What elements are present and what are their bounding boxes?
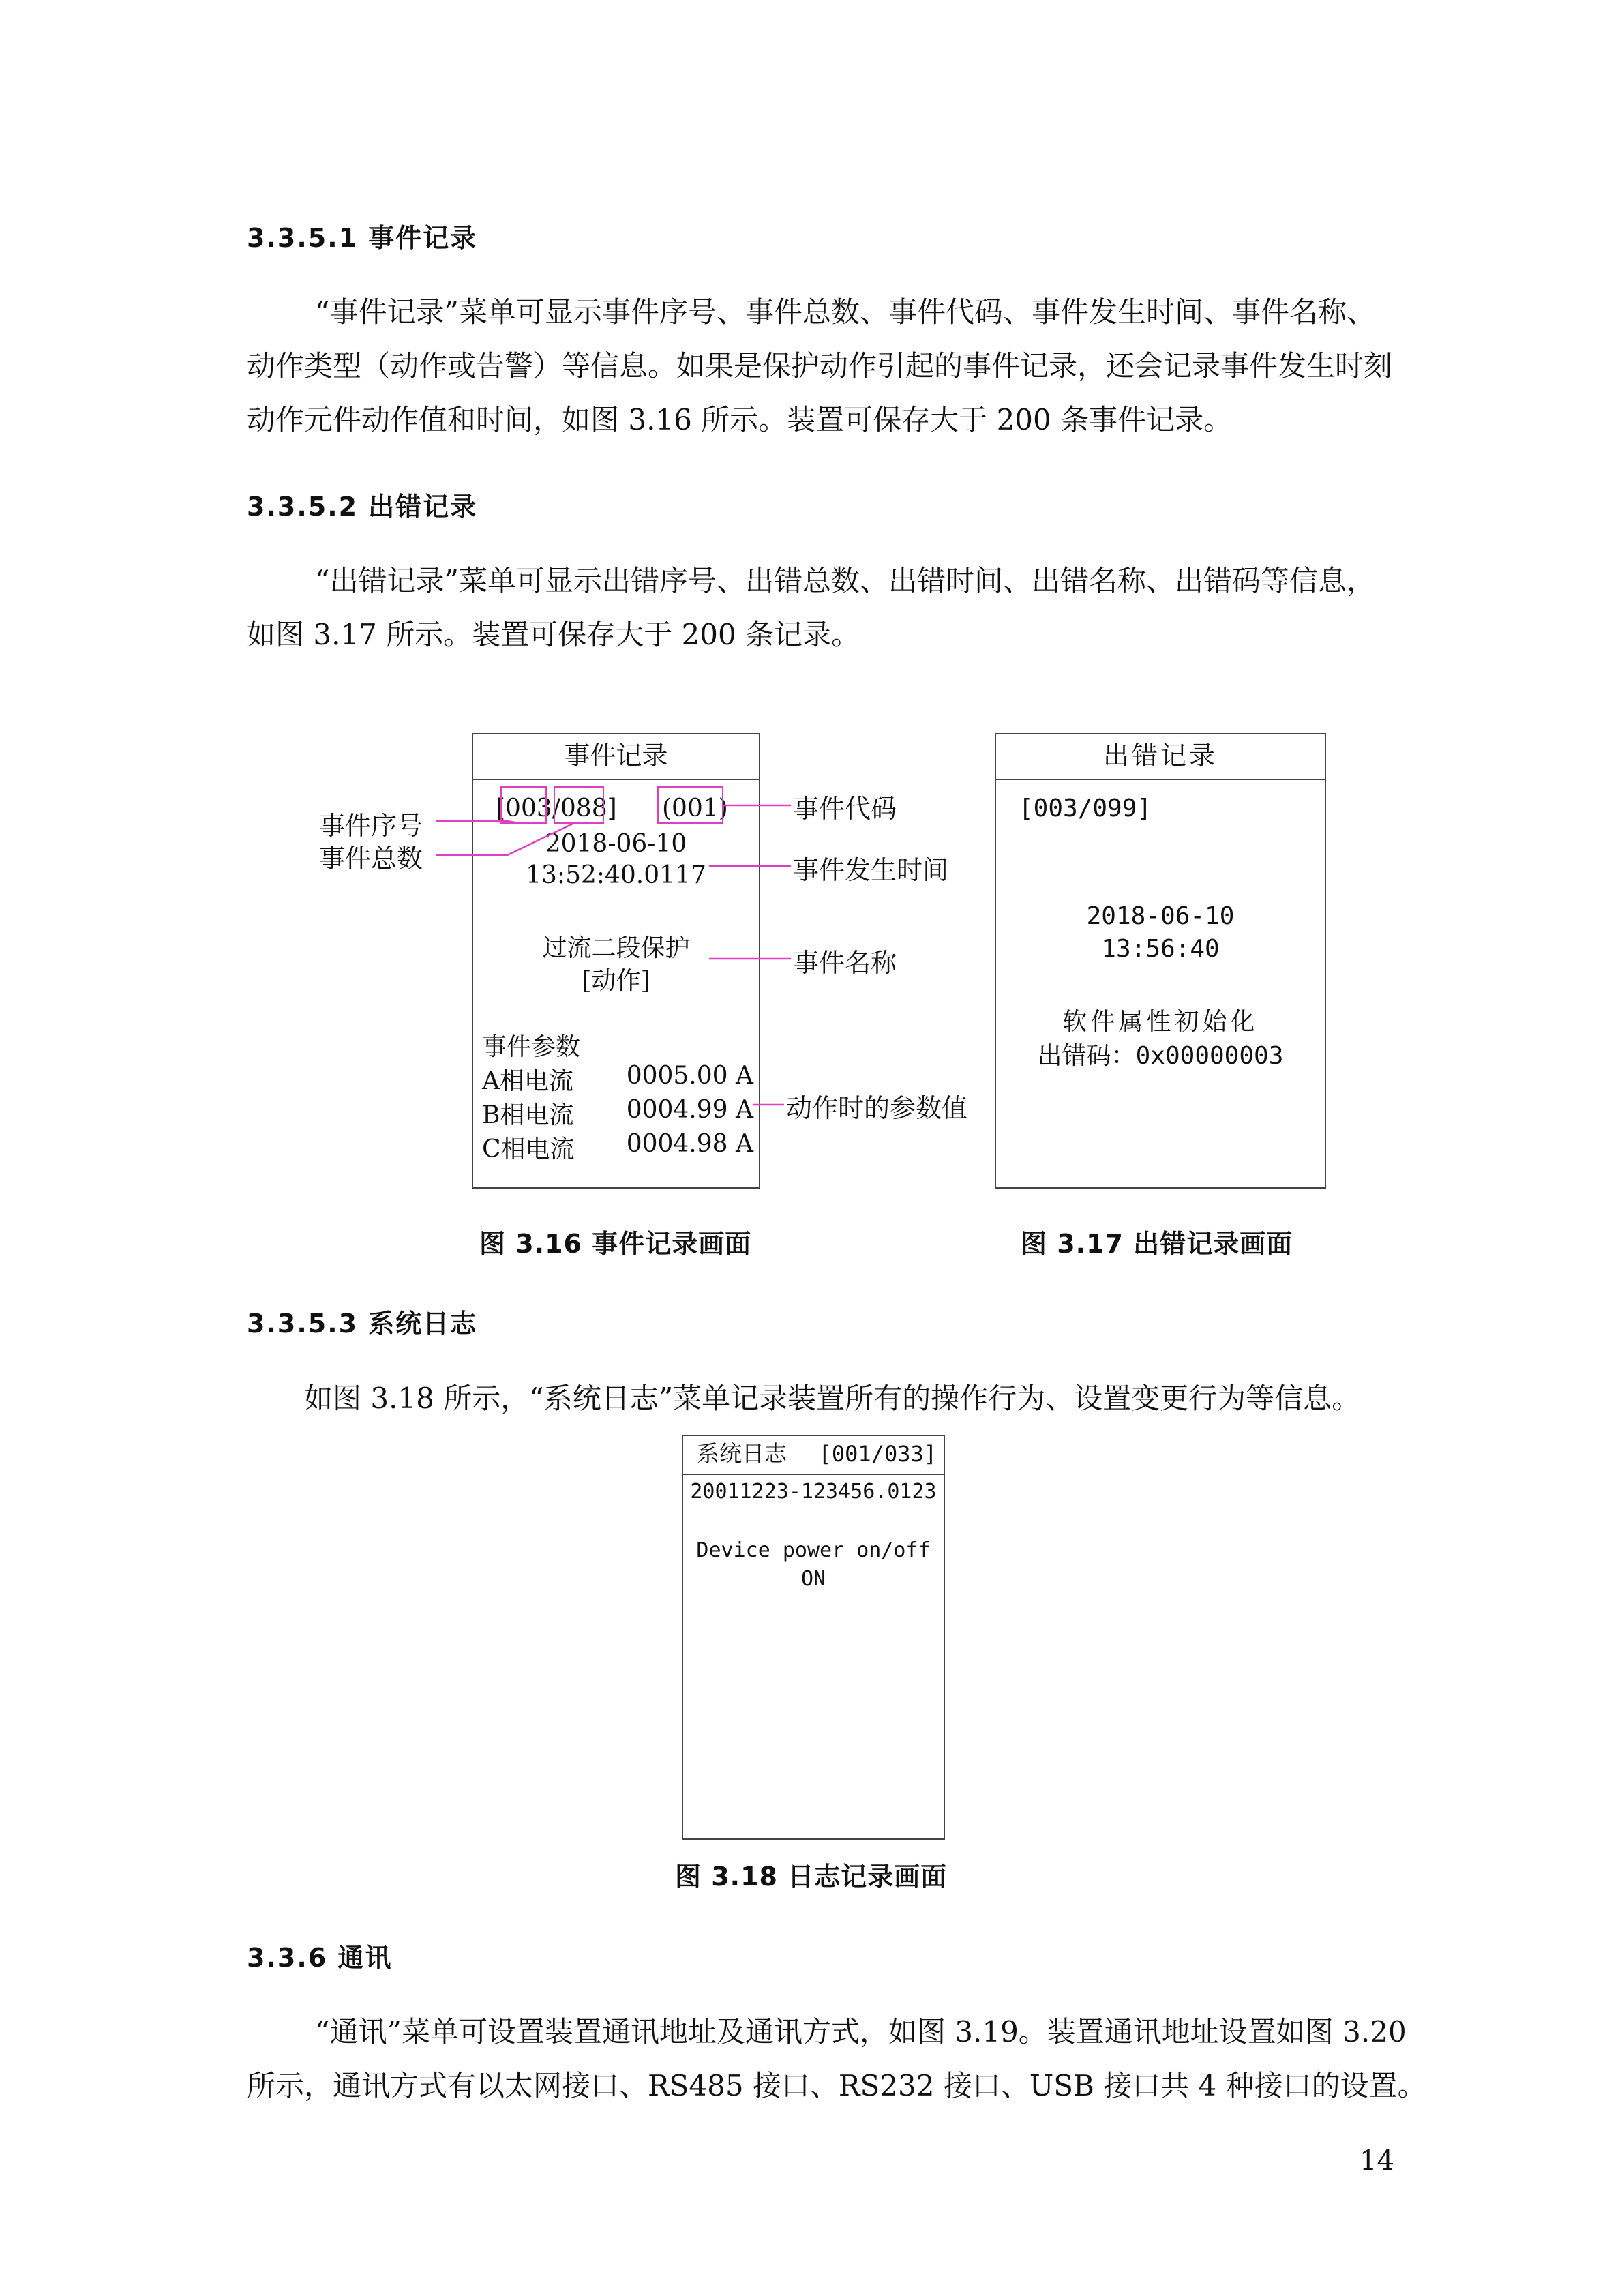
paragraph-line: 如图 3.17 所示。装置可保存大于 200 条记录。 <box>247 618 860 651</box>
error-time: 13:56:40 <box>1101 935 1220 963</box>
annotation-code: 事件代码 <box>793 794 897 824</box>
param-value: 0004.98 A <box>626 1130 753 1158</box>
paragraph-336 <box>247 2005 1426 2113</box>
error-name: 软件属性初始化 <box>1062 1008 1259 1036</box>
event-seq: [003/088] <box>496 794 617 822</box>
annotation-total: 事件总数 <box>319 844 423 874</box>
event-code: (001) <box>662 794 728 822</box>
screen-title: 事件记录 <box>473 734 759 780</box>
section-heading-3351: 3.3.5.1 事件记录 <box>247 223 478 253</box>
error-date: 2018-06-10 <box>1086 902 1235 930</box>
paragraph-3353 <box>247 1371 1392 1425</box>
event-time: 13:52:40.0117 <box>526 861 706 889</box>
event-date: 2018-06-10 <box>545 830 687 858</box>
param-name: B相电流 <box>482 1101 574 1129</box>
param-name: A相电流 <box>482 1067 573 1095</box>
event-name: 过流二段保护 <box>542 934 690 962</box>
param-value: 0004.99 A <box>626 1096 753 1124</box>
event-action: [动作] <box>582 967 650 995</box>
screen-title: 系统日志 <box>697 1440 787 1467</box>
paragraph-line: 所示，通讯方式有以太网接口、RS485 接口、RS232 接口、USB 接口共 4 种接口的设置。 <box>247 2069 1426 2102</box>
section-heading-3353: 3.3.5.3 系统日志 <box>247 1309 478 1339</box>
paragraph-line: “通讯”菜单可设置装置通讯地址及通讯方式，如图 3.19。装置通讯地址设置如图 3.20 <box>315 2015 1407 2048</box>
paragraph-line: “事件记录”菜单可显示事件序号、事件总数、事件代码、事件发生时间、事件名称、 <box>315 295 1375 329</box>
log-state: ON <box>800 1567 826 1591</box>
system-log-screen <box>682 1435 945 1840</box>
error-record-screen <box>995 733 1326 1189</box>
section-heading-336: 3.3.6 通讯 <box>247 1943 393 1973</box>
error-code: 出错码：0x00000003 <box>1037 1042 1284 1070</box>
screen-title: 出错记录 <box>996 734 1325 780</box>
error-seq: [003/099] <box>1019 794 1152 822</box>
annotation-time: 事件发生时间 <box>793 855 949 885</box>
log-seq: [001/033] <box>818 1441 937 1467</box>
figure-caption-318: 图 3.18 日志记录画面 <box>675 1862 948 1892</box>
screen-title-bar <box>683 1436 944 1475</box>
param-value: 0005.00 A <box>626 1062 753 1090</box>
paragraph-line: “出错记录”菜单可显示出错序号、出错总数、出错时间、出错名称、出错码等信息， <box>315 564 1375 597</box>
figure-caption-317: 图 3.17 出错记录画面 <box>1021 1229 1293 1259</box>
annotation-name: 事件名称 <box>793 948 897 978</box>
log-timestamp: 20011223-123456.0123 <box>690 1480 937 1504</box>
figure-caption-316: 图 3.16 事件记录画面 <box>479 1229 752 1259</box>
param-name: C相电流 <box>482 1135 575 1163</box>
annotation-params: 动作时的参数值 <box>786 1093 968 1123</box>
log-event: Device power on/off <box>696 1538 931 1562</box>
paragraph-line: 动作元件动作值和时间，如图 3.16 所示。装置可保存大于 200 条事件记录。 <box>247 403 1233 436</box>
paragraph-line: 如图 3.18 所示，“系统日志”菜单记录装置所有的操作行为、设置变更行为等信息。 <box>304 1382 1361 1415</box>
section-heading-3352: 3.3.5.2 出错记录 <box>247 492 478 522</box>
event-params-label: 事件参数 <box>482 1033 581 1061</box>
annotation-seq-no: 事件序号 <box>319 811 423 841</box>
page-number: 14 <box>1360 2145 1394 2177</box>
paragraph-line: 动作类型（动作或告警）等信息。如果是保护动作引起的事件记录，还会记录事件发生时刻 <box>247 349 1393 383</box>
